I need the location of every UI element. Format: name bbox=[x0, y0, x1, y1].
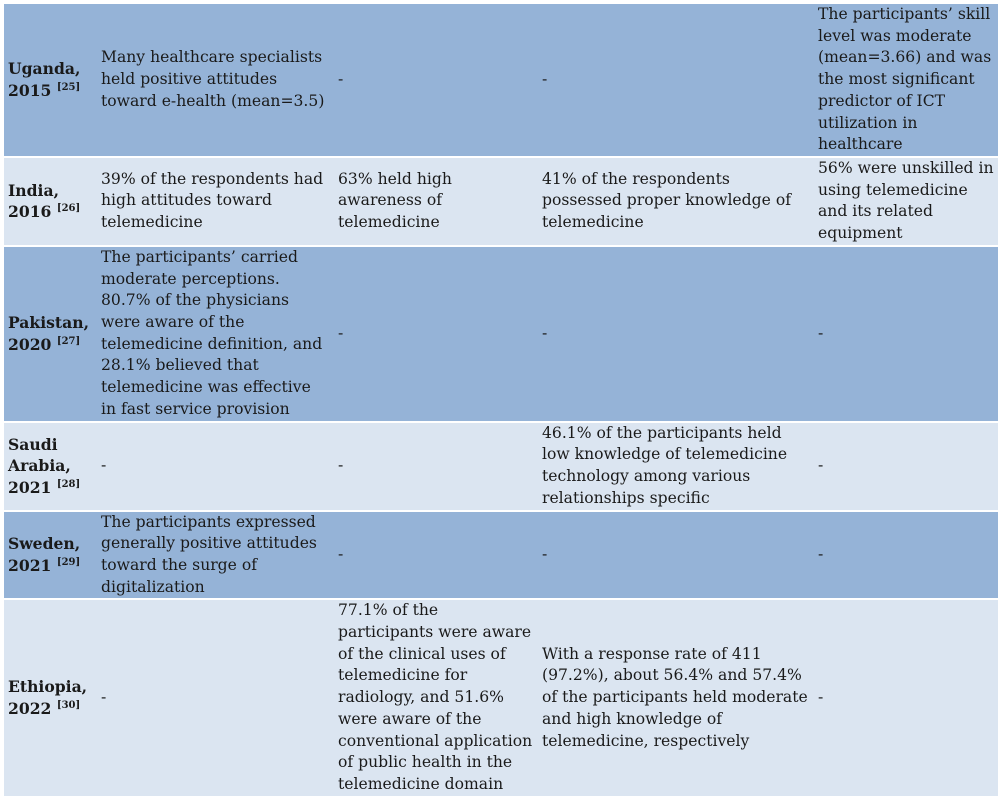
skill-cell: - bbox=[814, 247, 998, 423]
reference: [26] bbox=[56, 203, 81, 215]
studies-table bbox=[4, 4, 998, 798]
attitude-cell: The participants expressed generally positive attitudes toward the surge of digitalization bbox=[97, 512, 334, 601]
skill-cell: - bbox=[814, 423, 998, 512]
country-cell bbox=[4, 423, 97, 512]
awareness-cell: 77.1% of the participants were aware of the clinical uses of telemedicine for radiology, and 51.6% were aware of the conventional application of public health in the telemedicine domain bbox=[334, 600, 538, 797]
attitude-cell: 39% of the respondents had high attitudes toward telemedicine bbox=[97, 158, 334, 247]
awareness-cell: - bbox=[334, 4, 538, 158]
country-year: India, 2016 bbox=[8, 180, 59, 222]
table-row bbox=[4, 158, 998, 247]
knowledge-cell: - bbox=[538, 247, 814, 423]
reference: [29] bbox=[56, 556, 81, 568]
attitude-cell: Many healthcare specialists held positive attitudes toward e-health (mean=3.5) bbox=[97, 4, 334, 158]
country-year: Ethiopia, 2022 bbox=[8, 677, 88, 719]
awareness-cell: - bbox=[334, 512, 538, 601]
skill-cell: The participants’ skill level was moderate (mean=3.66) and was the most significant predictor of ICT utilization in healthcare bbox=[814, 4, 998, 158]
knowledge-cell: 46.1% of the participants held low knowledge of telemedicine technology among various relationships specific bbox=[538, 423, 814, 512]
table-row bbox=[4, 247, 998, 423]
knowledge-cell: 41% of the respondents possessed proper knowledge of telemedicine bbox=[538, 158, 814, 247]
country-cell bbox=[4, 158, 97, 247]
table-row bbox=[4, 600, 998, 797]
reference: [27] bbox=[56, 335, 81, 347]
attitude-cell: - bbox=[97, 423, 334, 512]
awareness-cell: 63% held high awareness of telemedicine bbox=[334, 158, 538, 247]
knowledge-cell: - bbox=[538, 4, 814, 158]
knowledge-cell: With a response rate of 411 (97.2%), about 56.4% and 57.4% of the participants held moderate and high knowledge of telemedicine, respectively bbox=[538, 600, 814, 797]
table-row bbox=[4, 4, 998, 158]
country-cell bbox=[4, 247, 97, 423]
country-cell bbox=[4, 600, 97, 797]
table-row bbox=[4, 512, 998, 601]
skill-cell: - bbox=[814, 512, 998, 601]
attitude-cell: - bbox=[97, 600, 334, 797]
country-year: Sweden, 2021 bbox=[8, 534, 81, 575]
country-cell bbox=[4, 512, 97, 601]
country-cell bbox=[4, 4, 97, 158]
country-year: Uganda, 2015 bbox=[8, 59, 81, 100]
attitude-cell: The participants’ carried moderate perceptions. 80.7% of the physicians were aware of the telemedicine definition, and 28.1% believed that telemedicine was effective in fast service provision bbox=[97, 247, 334, 423]
reference: [28] bbox=[56, 478, 81, 490]
reference: [25] bbox=[56, 81, 81, 93]
reference: [30] bbox=[56, 699, 81, 711]
skill-cell: - bbox=[814, 600, 998, 797]
country-year: Pakistan, 2020 bbox=[8, 313, 89, 354]
table-row bbox=[4, 423, 998, 512]
knowledge-cell: - bbox=[538, 512, 814, 601]
awareness-cell: - bbox=[334, 423, 538, 512]
skill-cell: 56% were unskilled in using telemedicine and its related equipment bbox=[814, 158, 998, 247]
country-year: Saudi Arabia, 2021 bbox=[8, 434, 71, 497]
awareness-cell: - bbox=[334, 247, 538, 423]
